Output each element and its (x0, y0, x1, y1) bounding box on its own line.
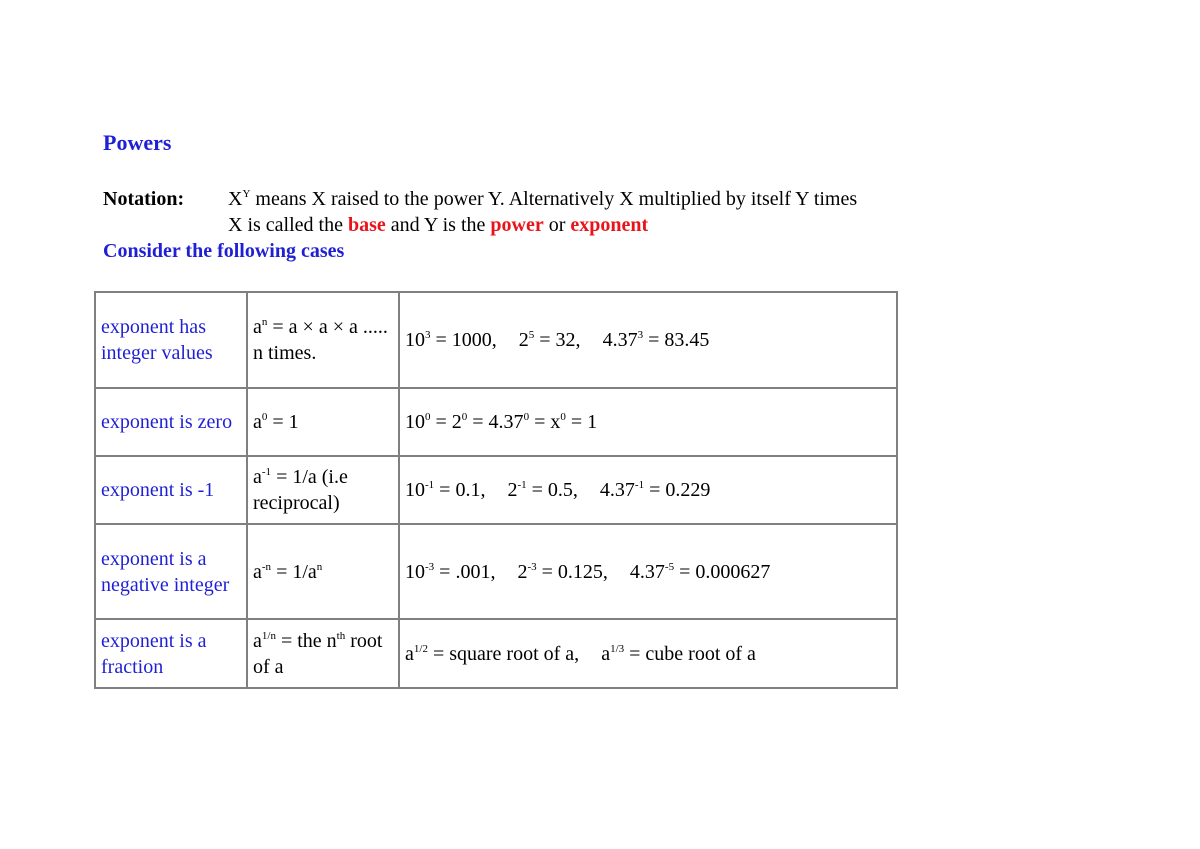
example-text: = 0.5, (526, 479, 578, 501)
notation-terms-text: or (543, 214, 571, 236)
rule-text: = a × a × a ..... n times. (253, 316, 388, 364)
example-cell (399, 456, 897, 524)
rule-sup: n (316, 560, 323, 573)
rule-text: = 1/a (i.e reciprocal) (253, 466, 348, 514)
rule-text: a (253, 411, 262, 433)
example-cell (399, 619, 897, 688)
rule-text: = 1 (267, 411, 299, 433)
rule-cell (247, 292, 399, 388)
example-text: 10 (405, 560, 425, 583)
example-sup: -1 (634, 479, 645, 491)
example-text: 2 (517, 560, 528, 583)
example-text: = .001, (434, 560, 496, 583)
rule-text: = 1/a (271, 560, 317, 583)
term-base: base (347, 214, 386, 236)
example-sup: 1/2 (413, 642, 428, 655)
notation-definition-text: means X raised to the power Y. Alternatively X multiplied by itself Y times (250, 188, 858, 210)
example-text: 2 (507, 479, 518, 501)
example-text: = x (529, 411, 561, 433)
example-text: = 0.229 (644, 479, 711, 501)
rule-text: = the n (275, 629, 337, 652)
example-text: = 83.45 (643, 329, 710, 351)
case-cell: exponent is a fraction (95, 619, 247, 688)
example-text: = 1000, (430, 329, 497, 351)
case-cell: exponent has integer values (95, 292, 247, 388)
example-sup: -1 (425, 479, 435, 491)
example-text: 4.37 (602, 329, 638, 351)
case-cell: exponent is zero (95, 388, 247, 456)
example-cell (399, 388, 897, 456)
rule-sup: -1 (261, 466, 272, 478)
example-text: = square root of a, (427, 642, 580, 665)
example-sup: 0 (523, 411, 530, 423)
table-row (95, 524, 897, 619)
case-cell: exponent is -1 (95, 456, 247, 524)
notation-definition (228, 188, 857, 211)
rule-text: a (253, 316, 262, 338)
example-text: = cube root of a (624, 642, 756, 665)
rule-sup: -n (261, 560, 272, 573)
example-sup: 0 (560, 411, 566, 423)
notation-base-symbol: X (228, 188, 243, 210)
example-text: 10 (405, 329, 425, 351)
table-row (95, 388, 897, 456)
notation-power-symbol: Y (242, 188, 251, 200)
example-text: 10 (405, 479, 425, 501)
example-text: = 2 (430, 411, 462, 433)
example-sup: 3 (425, 329, 431, 341)
example-sup: 0 (425, 411, 431, 423)
rule-cell (247, 524, 399, 619)
example-text: 2 (518, 329, 529, 351)
example-text: = 4.37 (467, 411, 524, 433)
rule-cell (247, 456, 399, 524)
table-row (95, 292, 897, 388)
example-text: = 0.1, (434, 479, 486, 501)
example-text: = 0.125, (536, 560, 608, 583)
table-row (95, 619, 897, 688)
example-sup: -1 (517, 479, 527, 491)
example-cell (399, 292, 897, 388)
notation-label: Notation: (103, 188, 185, 210)
rule-text: a (253, 466, 262, 488)
example-sup: 5 (528, 329, 535, 341)
example-sup: -3 (425, 560, 435, 573)
example-sup: 0 (461, 411, 468, 423)
rule-sup: 1/n (261, 629, 276, 642)
example-text: a (405, 642, 414, 665)
example-sup: 3 (637, 329, 644, 341)
example-sup: 1/3 (610, 642, 625, 655)
rule-sup: 0 (261, 411, 268, 423)
example-sup: -5 (664, 560, 675, 573)
term-exponent: exponent (570, 214, 649, 236)
example-text: a (601, 642, 611, 665)
table-row (95, 456, 897, 524)
rule-text: a (253, 629, 262, 652)
cases-heading: Consider the following cases (103, 240, 345, 262)
example-text: = 32, (534, 329, 581, 351)
example-text: 4.37 (629, 560, 665, 583)
example-text: 10 (405, 411, 425, 433)
rule-text: a (253, 560, 262, 583)
notation-terms-text: X is called the (228, 214, 348, 236)
example-text: = 0.000627 (674, 560, 771, 583)
example-sup: -3 (527, 560, 537, 573)
notation-terms-text: and Y is the (385, 214, 491, 236)
rule-cell (247, 388, 399, 456)
example-cell (399, 524, 897, 619)
cases-table (94, 291, 898, 689)
example-text: 4.37 (599, 479, 635, 501)
case-cell: exponent is a negative integer (95, 524, 247, 619)
rule-text: root of a (253, 629, 383, 678)
example-text: = 1 (565, 411, 598, 433)
rule-cell (247, 619, 399, 688)
rule-sup: th (336, 629, 346, 642)
notation-terms (228, 214, 648, 237)
term-power: power (490, 214, 544, 236)
page-title: Powers (103, 130, 172, 155)
rule-sup: n (261, 316, 268, 328)
